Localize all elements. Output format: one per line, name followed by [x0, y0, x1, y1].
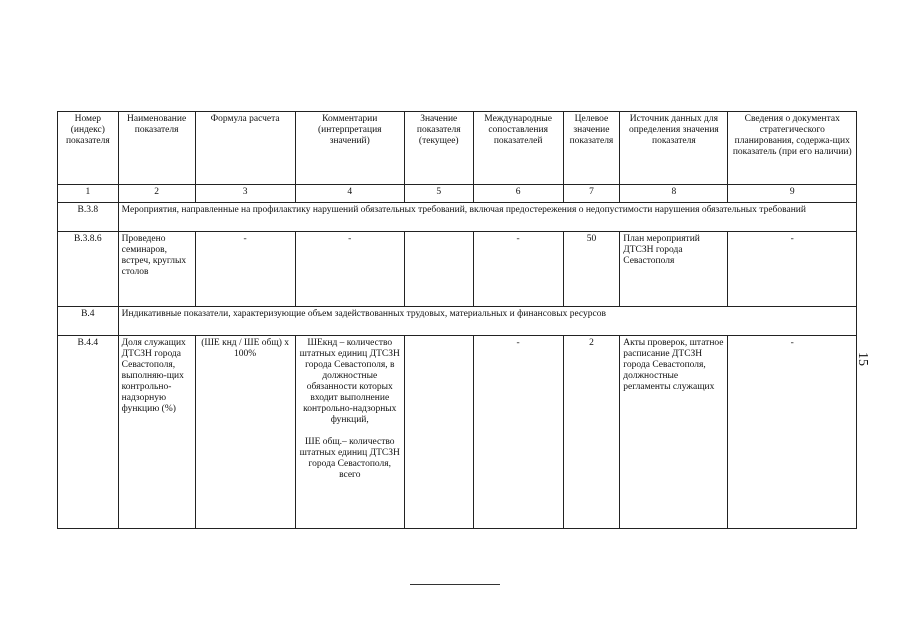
header-row	[58, 112, 857, 185]
section-title: Мероприятия, направленные на профилактику нарушений обязательных требований, включая предостережения о недопустимости нарушения обязательных требований	[118, 203, 856, 232]
section-row	[58, 203, 857, 232]
header-cell: Номер (индекс) показателя	[58, 112, 119, 185]
column-number: 2	[118, 185, 195, 203]
formula-cell: (ШЕ кнд / ШЕ общ) х 100%	[195, 336, 295, 529]
header-cell: Сведения о документах стратегического планирования, содержа-щих показатель (при его наличии)	[728, 112, 857, 185]
source-cell: Акты проверок, штатное расписание ДТСЗН города Севастополя, должностные регламенты служащих	[620, 336, 728, 529]
column-number: 6	[473, 185, 563, 203]
target-value-cell: 2	[563, 336, 620, 529]
indicator-code: В.4.4	[58, 336, 119, 529]
column-number: 1	[58, 185, 119, 203]
international-cell: -	[473, 232, 563, 307]
header-cell: Целевое значение показателя	[563, 112, 620, 185]
page-number: 15	[855, 352, 870, 366]
header-cell: Международные сопоставления показателей	[473, 112, 563, 185]
documents-cell: -	[728, 336, 857, 529]
column-number: 7	[563, 185, 620, 203]
section-code: В.3.8	[58, 203, 119, 232]
current-value-cell	[404, 336, 473, 529]
comment-part-1: ШЕкнд – количество штатных единиц ДТСЗН города Севастополя, в должностные обязанности которых входит выполнение контрольно-надзорных функций,	[299, 338, 400, 425]
header-cell: Формула расчета	[195, 112, 295, 185]
section-code: В.4	[58, 307, 119, 336]
target-value-cell: 50	[563, 232, 620, 307]
indicator-name: Доля служащих ДТСЗН города Севастополя, выполняю-щих контрольно-надзорную функцию (%)	[118, 336, 195, 529]
column-number-row	[58, 185, 857, 203]
current-value-cell	[404, 232, 473, 307]
table-row	[58, 232, 857, 307]
indicator-name: Проведено семинаров, встреч, круглых столов	[118, 232, 195, 307]
comment-cell: -	[295, 232, 404, 307]
table-row	[58, 336, 857, 529]
header-cell: Источник данных для определения значения показателя	[620, 112, 728, 185]
header-cell: Наименование показателя	[118, 112, 195, 185]
international-cell: -	[473, 336, 563, 529]
column-number: 8	[620, 185, 728, 203]
column-number: 9	[728, 185, 857, 203]
indicators-table	[57, 111, 857, 529]
column-number: 4	[295, 185, 404, 203]
column-number: 5	[404, 185, 473, 203]
section-row	[58, 307, 857, 336]
comment-cell	[295, 336, 404, 529]
column-number: 3	[195, 185, 295, 203]
section-title: Индикативные показатели, характеризующие объем задействованных трудовых, материальных и финансовых ресурсов	[118, 307, 856, 336]
indicator-code: В.3.8.6	[58, 232, 119, 307]
source-cell: План мероприятий ДТСЗН города Севастополя	[620, 232, 728, 307]
comment-part-2: ШЕ общ.– количество штатных единиц ДТСЗН города Севастополя, всего	[299, 437, 400, 480]
documents-cell: -	[728, 232, 857, 307]
header-cell: Значение показателя (текущее)	[404, 112, 473, 185]
footer-divider	[410, 584, 500, 585]
header-cell: Комментарии (интерпретация значений)	[295, 112, 404, 185]
formula-cell: -	[195, 232, 295, 307]
